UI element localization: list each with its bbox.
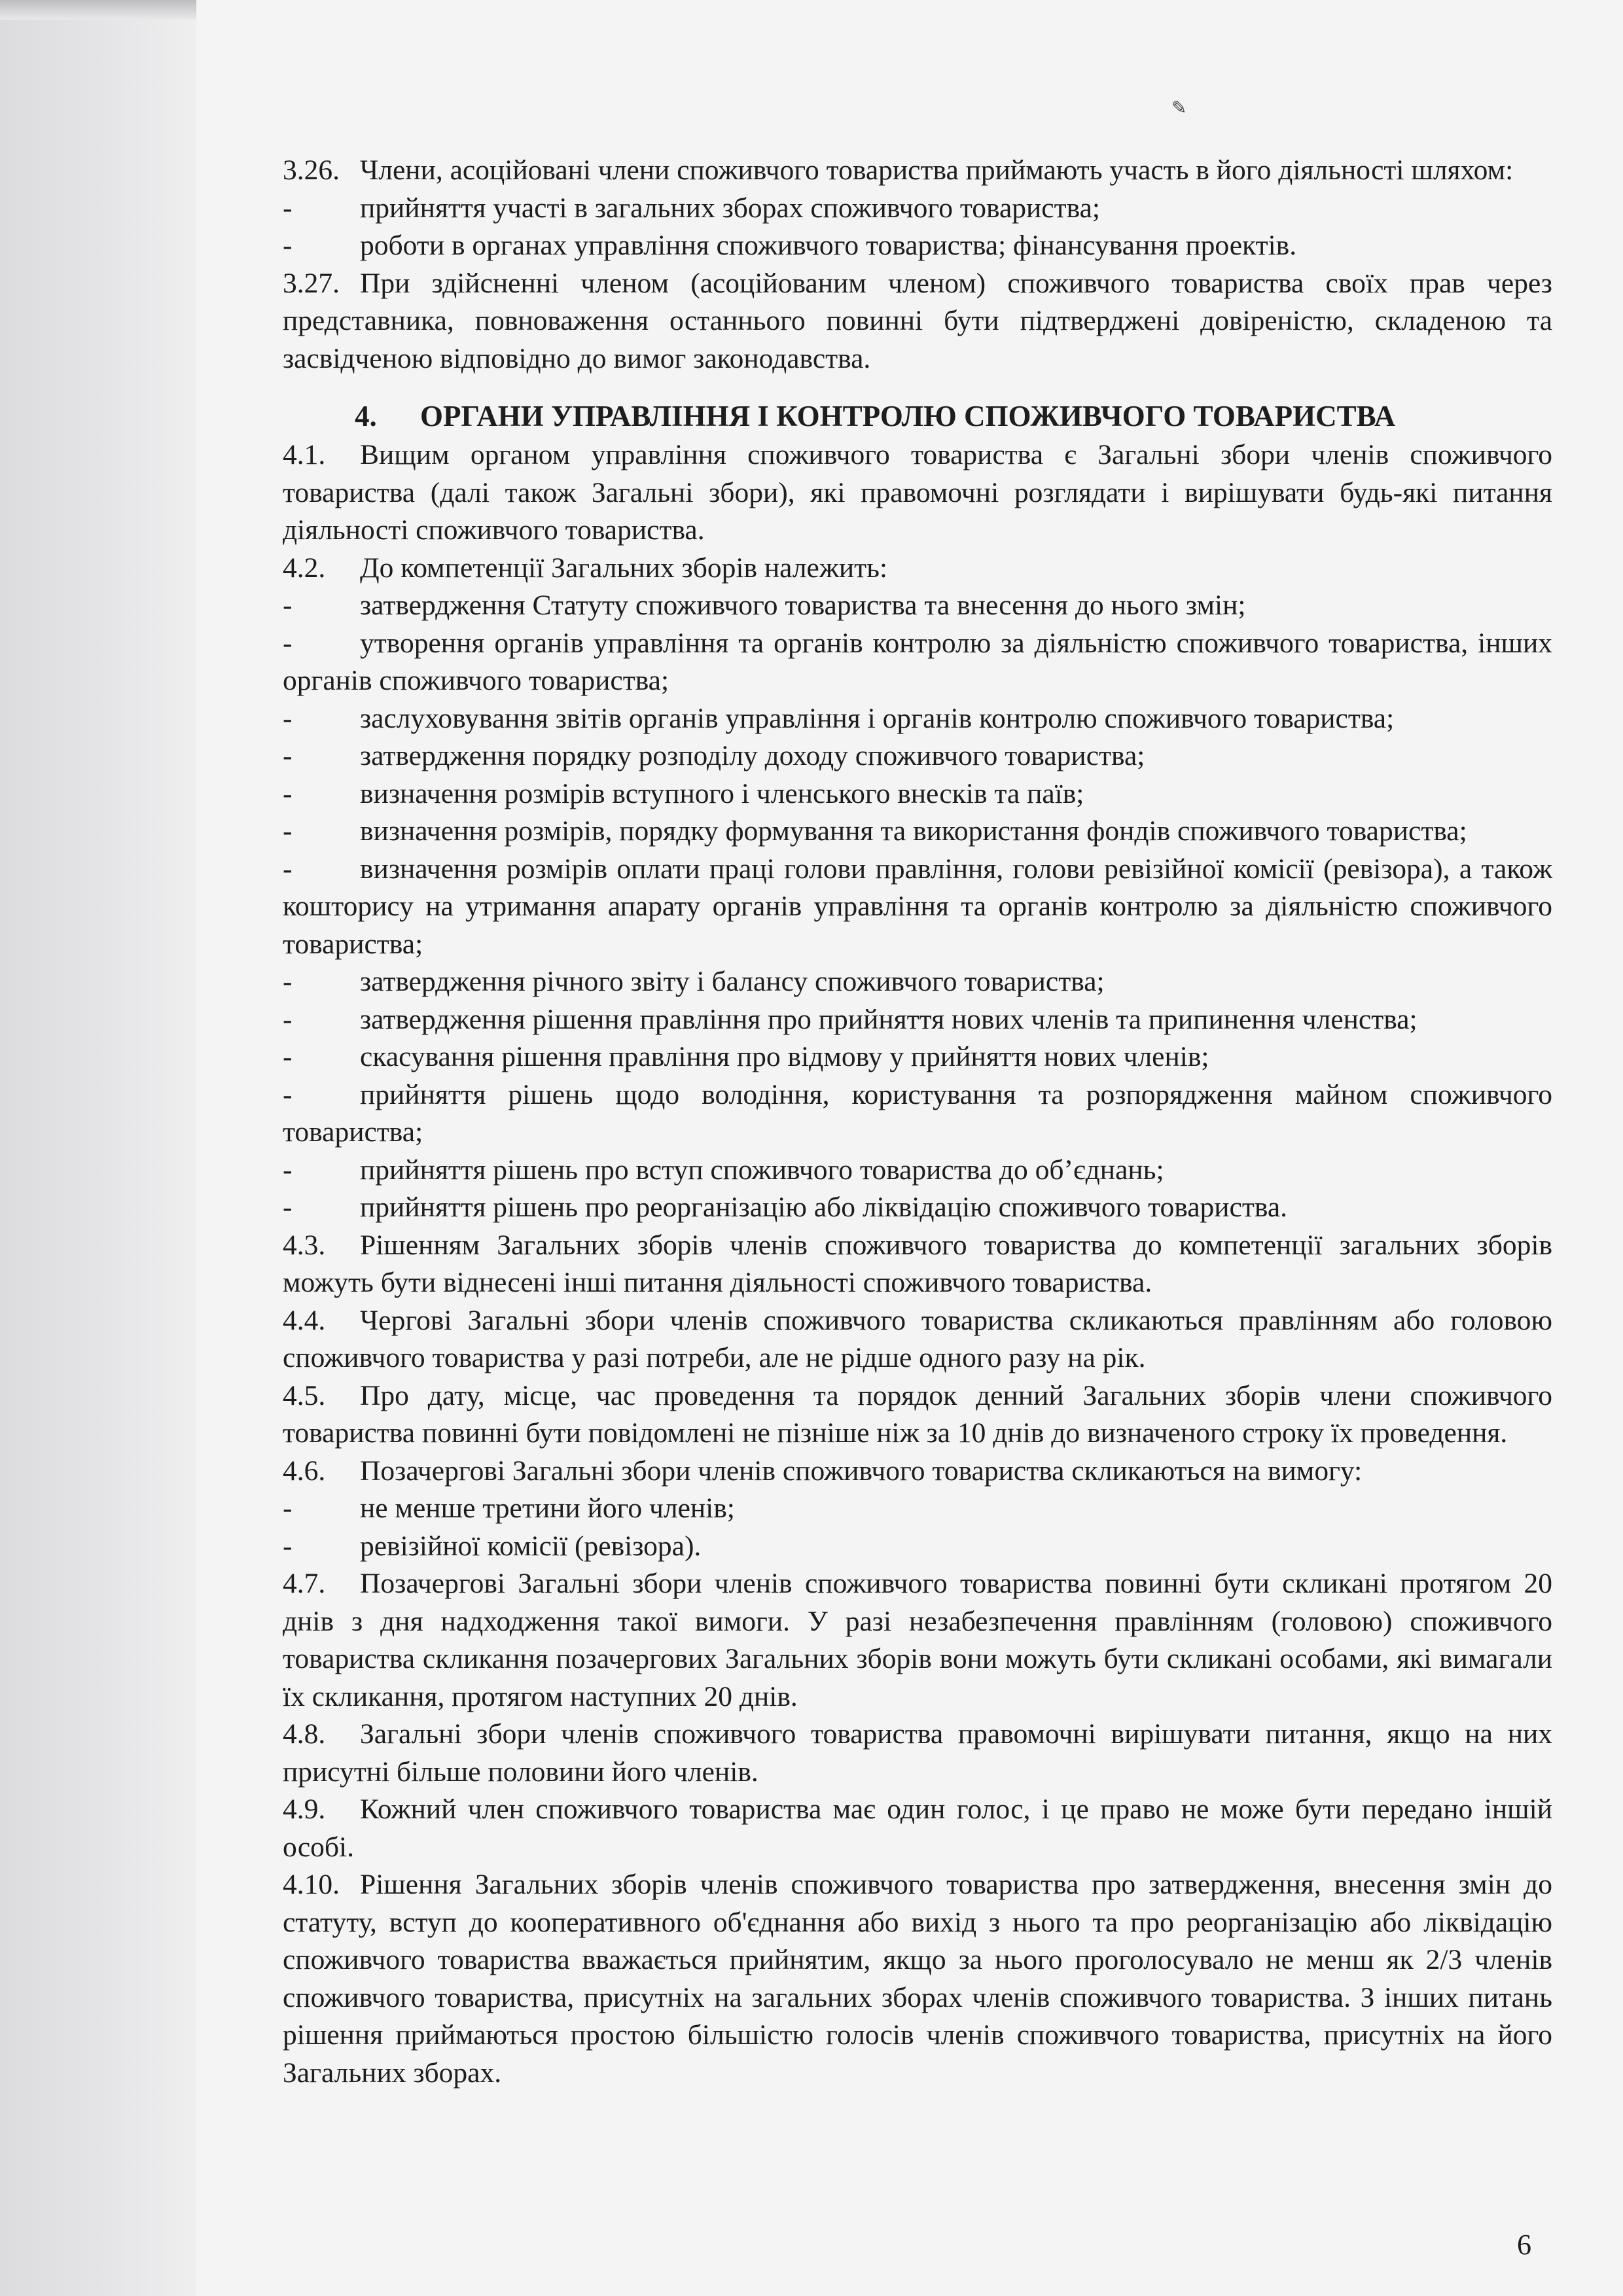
clause-4-7: 4.7. Позачергові Загальні збори членів споживчого товариства повинні бути скликані протягом 20 днів з дня надходження такої вимоги. У разі незабезпечення правлінням (головою) споживчого товариства скликання позачергових Загальних зборів вони можуть бути скликані особами, які вимагали їх скликання, протягом наступних 20 днів. xyxy=(283,1568,1552,1712)
list-item: - не менше третини його членів; xyxy=(283,1492,735,1524)
clause-4-9: 4.9. Кожний член споживчого товариства має один голос, і це право не може бути передано іншій особі. xyxy=(283,1793,1552,1863)
list-item: - заслуховування звітів органів управління і органів контролю споживчого товариства; xyxy=(283,702,1395,734)
document-body xyxy=(283,152,1552,2092)
clause-4-1: 4.1. Вищим органом управління споживчого товариства є Загальні збори членів споживчого товариства (далі також Загальні збори), які правомочні розглядати і вирішувати будь-які питання діяльності споживчого товариства. xyxy=(283,439,1552,546)
list-item: - затвердження річного звіту і балансу споживчого товариства; xyxy=(283,966,1105,997)
clause-4-10: 4.10. Рішення Загальних зборів членів споживчого товариства про затвердження, внесення змін до статуту, вступ до кооперативного об'єднання або вихід з нього та про реорганізацію або ліквідацію споживчого товариства вважається прийнятим, якщо за нього проголосувало не менш як 2/3 членів споживчого товариства, присутніх на загальних зборах членів споживчого товариства. З інших питань рішення приймаються простою більшістю голосів членів споживчого товариства, присутніх на його Загальних зборах. xyxy=(283,1869,1552,2089)
list-item: - ревізійної комісії (ревізора). xyxy=(283,1530,702,1562)
list-item: - прийняття рішень про вступ споживчого товариства до об’єднань; xyxy=(283,1154,1164,1186)
section-heading: 4. ОРГАНИ УПРАВЛІННЯ І КОНТРОЛЮ СПОЖИВЧОГО ТОВАРИСТВА xyxy=(355,400,1396,433)
list-item: - визначення розмірів вступного і членського внесків та паїв; xyxy=(283,777,1084,809)
clause-4-8: 4.8. Загальні збори членів споживчого товариства правомочні вирішувати питання, якщо на них присутні більше половини його членів. xyxy=(283,1718,1552,1788)
clause-4-2: 4.2. До компетенції Загальних зборів належить: xyxy=(283,552,888,584)
list-item: - визначення розмірів оплати праці голови правління, голови ревізійної комісії (ревізора), а також кошторису на утримання апарату органів управління та органів контролю за діяльністю споживчого товариства; xyxy=(283,853,1552,960)
list-item: - затвердження рішення правління про прийняття нових членів та припинення членства; xyxy=(283,1003,1418,1035)
clause-4-3: 4.3. Рішенням Загальних зборів членів споживчого товариства до компетенції загальних зборів можуть бути віднесені інші питання діяльності споживчого товариства. xyxy=(283,1229,1552,1298)
list-item: - роботи в органах управління споживчого товариства; фінансування проектів. xyxy=(283,230,1297,261)
list-item: - прийняття участі в загальних зборах споживчого товариства; xyxy=(283,192,1100,224)
page-number: 6 xyxy=(1517,2229,1531,2261)
clause-3-27: 3.27. При здійсненні членом (асоційованим членом) споживчого товариства своїх прав через представника, повноваження останнього повинні бути підтверджені довіреністю, складеною та засвідченою відповідно до вимог законодавства. xyxy=(283,267,1552,374)
scan-left-edge xyxy=(0,0,196,2296)
clause-3-26: 3.26. Члени, асоційовані члени споживчого товариства приймають участь в його діяльності шляхом: xyxy=(283,154,1514,186)
clause-4-4: 4.4. Чергові Загальні збори членів споживчого товариства скликаються правлінням або головою споживчого товариства у разі потреби, але не рідше одного разу на рік. xyxy=(283,1304,1552,1373)
list-item: - затвердження порядку розподілу доходу споживчого товариства; xyxy=(283,740,1145,771)
clause-4-6: 4.6. Позачергові Загальні збори членів споживчого товариства скликаються на вимогу: xyxy=(283,1455,1363,1487)
list-item: - скасування рішення правління про відмову у прийняття нових членів; xyxy=(283,1041,1209,1072)
list-item: - прийняття рішень щодо володіння, користування та розпорядження майном споживчого товариства; xyxy=(283,1078,1552,1148)
clause-4-5: 4.5. Про дату, місце, час проведення та порядок денний Загальних зборів члени споживчого товариства повинні бути повідомлені не пізніше ніж за 10 днів до визначеного строку їх проведення. xyxy=(283,1379,1552,1449)
list-item: - визначення розмірів, порядку формування та використання фондів споживчого товариства; xyxy=(283,815,1467,847)
pen-mark: ✎ xyxy=(1171,98,1187,118)
list-item: - утворення органів управління та органів контролю за діяльністю споживчого товариства, інших органів споживчого товариства; xyxy=(283,627,1552,696)
list-item: - прийняття рішень про реорганізацію або ліквідацію споживчого товариства. xyxy=(283,1192,1288,1223)
list-item: - затвердження Статуту споживчого товариства та внесення до нього змін; xyxy=(283,590,1246,621)
